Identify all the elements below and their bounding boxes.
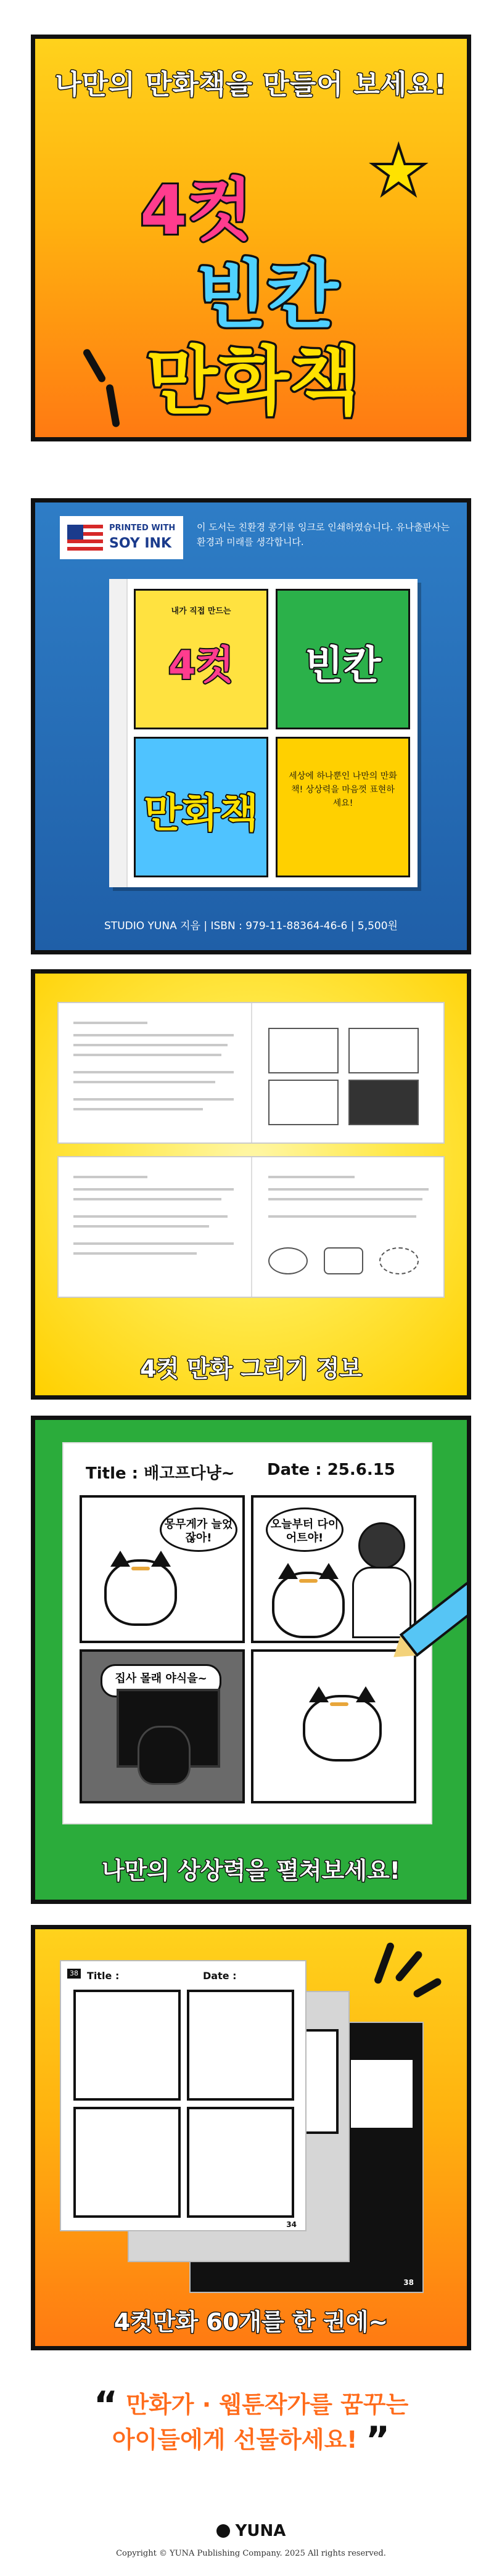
person-body [352, 1567, 411, 1638]
cover-blank: 빈칸 [305, 643, 381, 689]
book-cover [109, 579, 418, 887]
text-line [73, 1176, 147, 1178]
comic-title: Title : 배고프다냥~ [86, 1464, 235, 1483]
burst-ray [394, 1950, 424, 1983]
quote-line-1: 만화가 · 웹툰작가를 꿈꾸는 [126, 2391, 409, 2418]
sheet-front [60, 1960, 307, 2231]
cover-comicbook: 만화책 [144, 791, 258, 837]
comic-page [62, 1442, 432, 1824]
guide-caption: 4컷 만화 그리기 정보 [140, 1355, 362, 1382]
text-line [268, 1215, 416, 1218]
quote-close-icon: ” [365, 2419, 390, 2462]
cover-quad-2 [276, 589, 410, 729]
text-line [73, 1225, 209, 1228]
burst-bubble-icon [379, 1247, 419, 1274]
square-bubble-icon [324, 1247, 363, 1274]
cover-tagline: 세상에 하나뿐인 나만의 만화책! 상상력을 마음껏 표현하세요! [289, 771, 397, 808]
text-line [73, 1098, 234, 1101]
quote-line-2: 아이들에게 선물하세요! [112, 2426, 358, 2453]
brand-name: YUNA [235, 2522, 286, 2540]
sheet-cell [73, 1990, 181, 2101]
sheets-caption: 4컷만화 60개를 한 권에~ [113, 2308, 389, 2336]
yuna-logo-icon [216, 2524, 230, 2538]
cover-4cut: 4컷 [168, 643, 234, 689]
sheet-title-label: Title : [87, 1970, 120, 1982]
hero-headline: 나만의 만화책을 만들어 보세요! [55, 69, 447, 100]
text-line [268, 1176, 355, 1178]
comic-cell-4 [251, 1649, 416, 1803]
sheet-cell [187, 1990, 294, 2101]
text-line [73, 1054, 221, 1056]
example-panel [268, 1028, 339, 1073]
page-number: 34 [286, 2220, 297, 2229]
cat-face-icon [303, 1695, 382, 1762]
book-spread [57, 1002, 445, 1144]
spread-fold [251, 1157, 252, 1297]
text-line [73, 1108, 203, 1110]
example-panel [348, 1028, 419, 1073]
page-number: 38 [403, 2278, 414, 2287]
title-comicbook: 만화책 [146, 339, 361, 425]
hero-panel [31, 35, 471, 441]
title-4cut: 4컷 [140, 171, 253, 250]
imagination-caption: 나만의 상상력을 펼쳐보세요! [101, 1857, 401, 1884]
comic-cell-1 [80, 1495, 245, 1643]
book-info: STUDIO YUNA 지음 | ISBN : 979-11-88364-46-6 | 5,500원 [104, 920, 398, 932]
text-line [73, 1044, 228, 1046]
text-line [73, 1081, 215, 1083]
sheet-cell [351, 2060, 413, 2128]
text-line [73, 1034, 234, 1036]
burst-ray [373, 1942, 395, 1985]
sheet-date-label: Date : [203, 1970, 237, 1982]
sheet-number-badge: 38 [67, 1969, 81, 1979]
sheets-panel [31, 1925, 471, 2350]
text-line [73, 1071, 234, 1073]
text-line [268, 1188, 429, 1191]
comic-cell-2 [251, 1495, 416, 1643]
book-spine [109, 579, 128, 887]
speech-bubble-icon [268, 1247, 308, 1274]
text-line [73, 1252, 197, 1255]
text-line [73, 1215, 228, 1218]
sheet-cell [73, 2107, 181, 2218]
spread-fold [251, 1003, 252, 1142]
cover-quad-3 [134, 737, 268, 877]
flag-icon [67, 525, 103, 552]
gift-quote [0, 2384, 502, 2462]
soy-bottom-text: SOY INK [109, 536, 171, 551]
comic-cell-3 [80, 1649, 245, 1803]
book-cover-panel [31, 498, 471, 954]
person-icon [358, 1522, 405, 1569]
soy-top-text: PRINTED WITH [109, 523, 176, 533]
eco-notice: 이 도서는 친환경 콩기름 잉크로 인쇄하였습니다. 유나출판사는 환경과 미래를 생각합니다. [197, 522, 450, 548]
cover-quad-4 [276, 737, 410, 877]
text-line [268, 1198, 422, 1200]
example-panel [348, 1080, 419, 1125]
speech-bubble: 집사 몰래 야식을~ [101, 1664, 221, 1697]
example-panel [268, 1080, 339, 1125]
text-line [73, 1242, 234, 1245]
comic-date: Date : 25.6.15 [267, 1461, 395, 1479]
speech-bubble: 오늘부터 다이어트야! [266, 1507, 344, 1552]
copyright-text: Copyright © YUNA Publishing Company. 2025 All rights reserved. [116, 2549, 386, 2558]
guide-panel [31, 969, 471, 1400]
speech-bubble-examples [268, 1244, 429, 1281]
example-comic-panel [31, 1416, 471, 1904]
text-line [73, 1198, 221, 1200]
burst-ray [412, 1977, 442, 1998]
cover-small-text: 내가 직접 만드는 [171, 607, 231, 616]
text-line [73, 1188, 234, 1191]
star-icon: ★ [368, 131, 429, 210]
text-line [73, 1022, 147, 1024]
cat-icon [104, 1559, 177, 1626]
brand-logo [0, 2522, 502, 2540]
quote-open-icon: “ [93, 2384, 118, 2427]
book-spread [57, 1156, 445, 1298]
hero-title [91, 119, 436, 427]
cover-quad-1 [134, 589, 268, 729]
sheet-cell [187, 2107, 294, 2218]
cat-icon [272, 1572, 345, 1638]
speech-bubble: 몽무게가 늘었잖아! [160, 1507, 237, 1552]
black-cat-icon [138, 1726, 191, 1785]
title-blank: 빈칸 [195, 253, 339, 338]
soy-ink-badge [60, 516, 183, 559]
